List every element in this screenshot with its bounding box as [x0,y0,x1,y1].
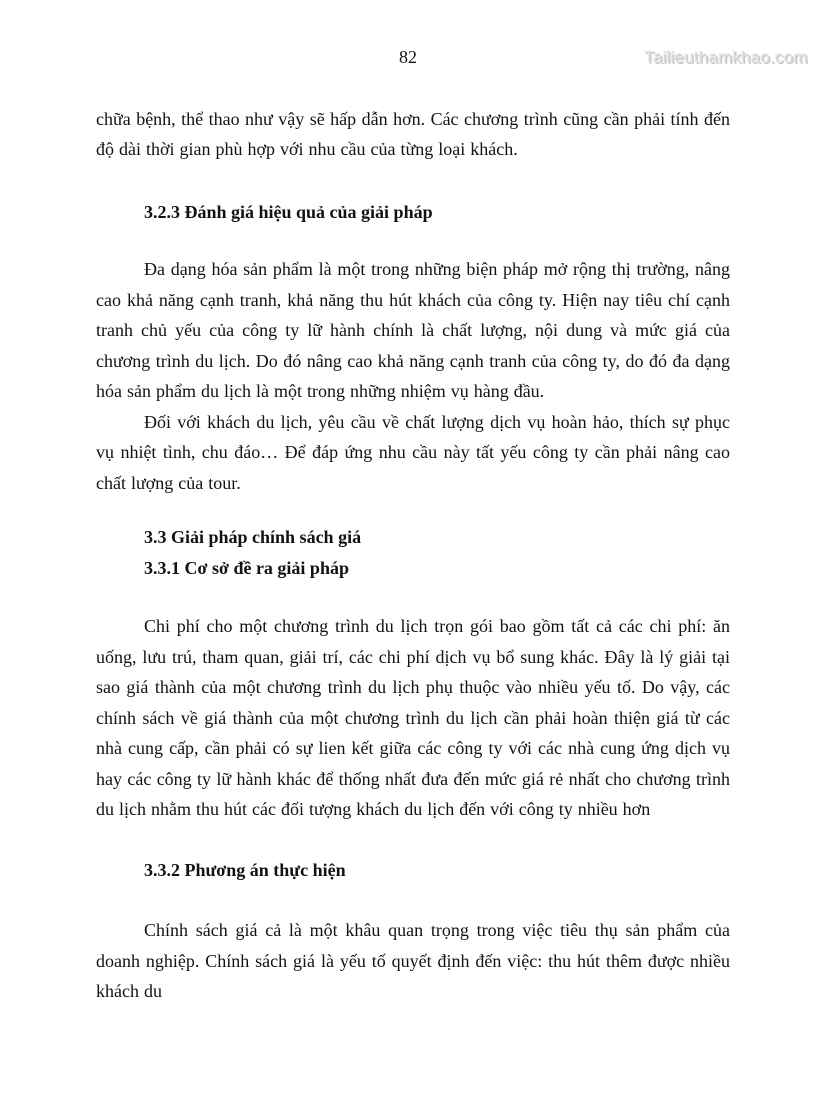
paragraph: Đối với khách du lịch, yêu cầu về chất lượng dịch vụ hoàn hảo, thích sự phục vụ nhiệt tình, chu đáo… Để đáp ứng nhu cầu này tất yếu công ty cần phải nâng cao chất lượng của tour. [96,411,730,493]
watermark: Tailieuthamkhao.com [644,48,808,67]
paragraph: Chi phí cho một chương trình du lịch trọn gói bao gồm tất cả các chi phí: ăn uống, lưu trú, tham quan, giải trí, các chi phí dịch vụ bổ sung khác. Đây là lý giải tại sao giá thành của một chương trình du lịch phụ thuộc vào nhiều yếu tố. Do vậy, các chính sách về giá thành của một chương trình du lịch cần phải hoàn thiện giá từ các nhà cung cấp, cần phải có sự lien kết giữa các công ty với các nhà cung ứng dịch vụ hay các công ty lữ hành khác để thống nhất đưa đến mức giá rẻ nhất cho chương trình du lịch nhằm thu hút các đối tượng khách du lịch đến với công ty nhiều hơn [96,616,730,819]
page-number: 82 [399,47,417,67]
paragraph-continues-next-page: Chính sách giá cả là một khâu quan trọng trong việc tiêu thụ sản phẩm của doanh nghiệp. Chính sách giá là yếu tố quyết định đến việc: thu hút thêm được nhiều khách du [96,920,730,1001]
paragraph-continued: chữa bệnh, thể thao như vậy sẽ hấp dẫn hơn. Các chương trình cũng cần phải tính đến độ dài thời gian phù hợp với nhu cầu của từng loại khách. [96,108,730,159]
heading-3-2-3: 3.2.3 Đánh giá hiệu quả của giải pháp [144,201,433,222]
page-content [0,104,816,1007]
document-page [0,42,816,1098]
heading-3-3-1: 3.3.1 Cơ sở đề ra giải pháp [144,557,349,578]
heading-3-3: 3.3 Giải pháp chính sách giá [144,527,362,547]
paragraph: Đa dạng hóa sản phẩm là một trong những biện pháp mở rộng thị trường, nâng cao khả năng cạnh tranh, khả năng thu hút khách của công ty. Hiện nay tiêu chí cạnh tranh chủ yếu của công ty lữ hành chính là chất lượng, nội dung và mức giá của chương trình du lịch. Do đó nâng cao khả năng cạnh tranh của công ty, do đó đa dạng hóa sản phẩm du lịch là một trong những nhiệm vụ hàng đầu. [96,259,730,401]
heading-3-3-2: 3.3.2 Phương án thực hiện [144,859,346,880]
